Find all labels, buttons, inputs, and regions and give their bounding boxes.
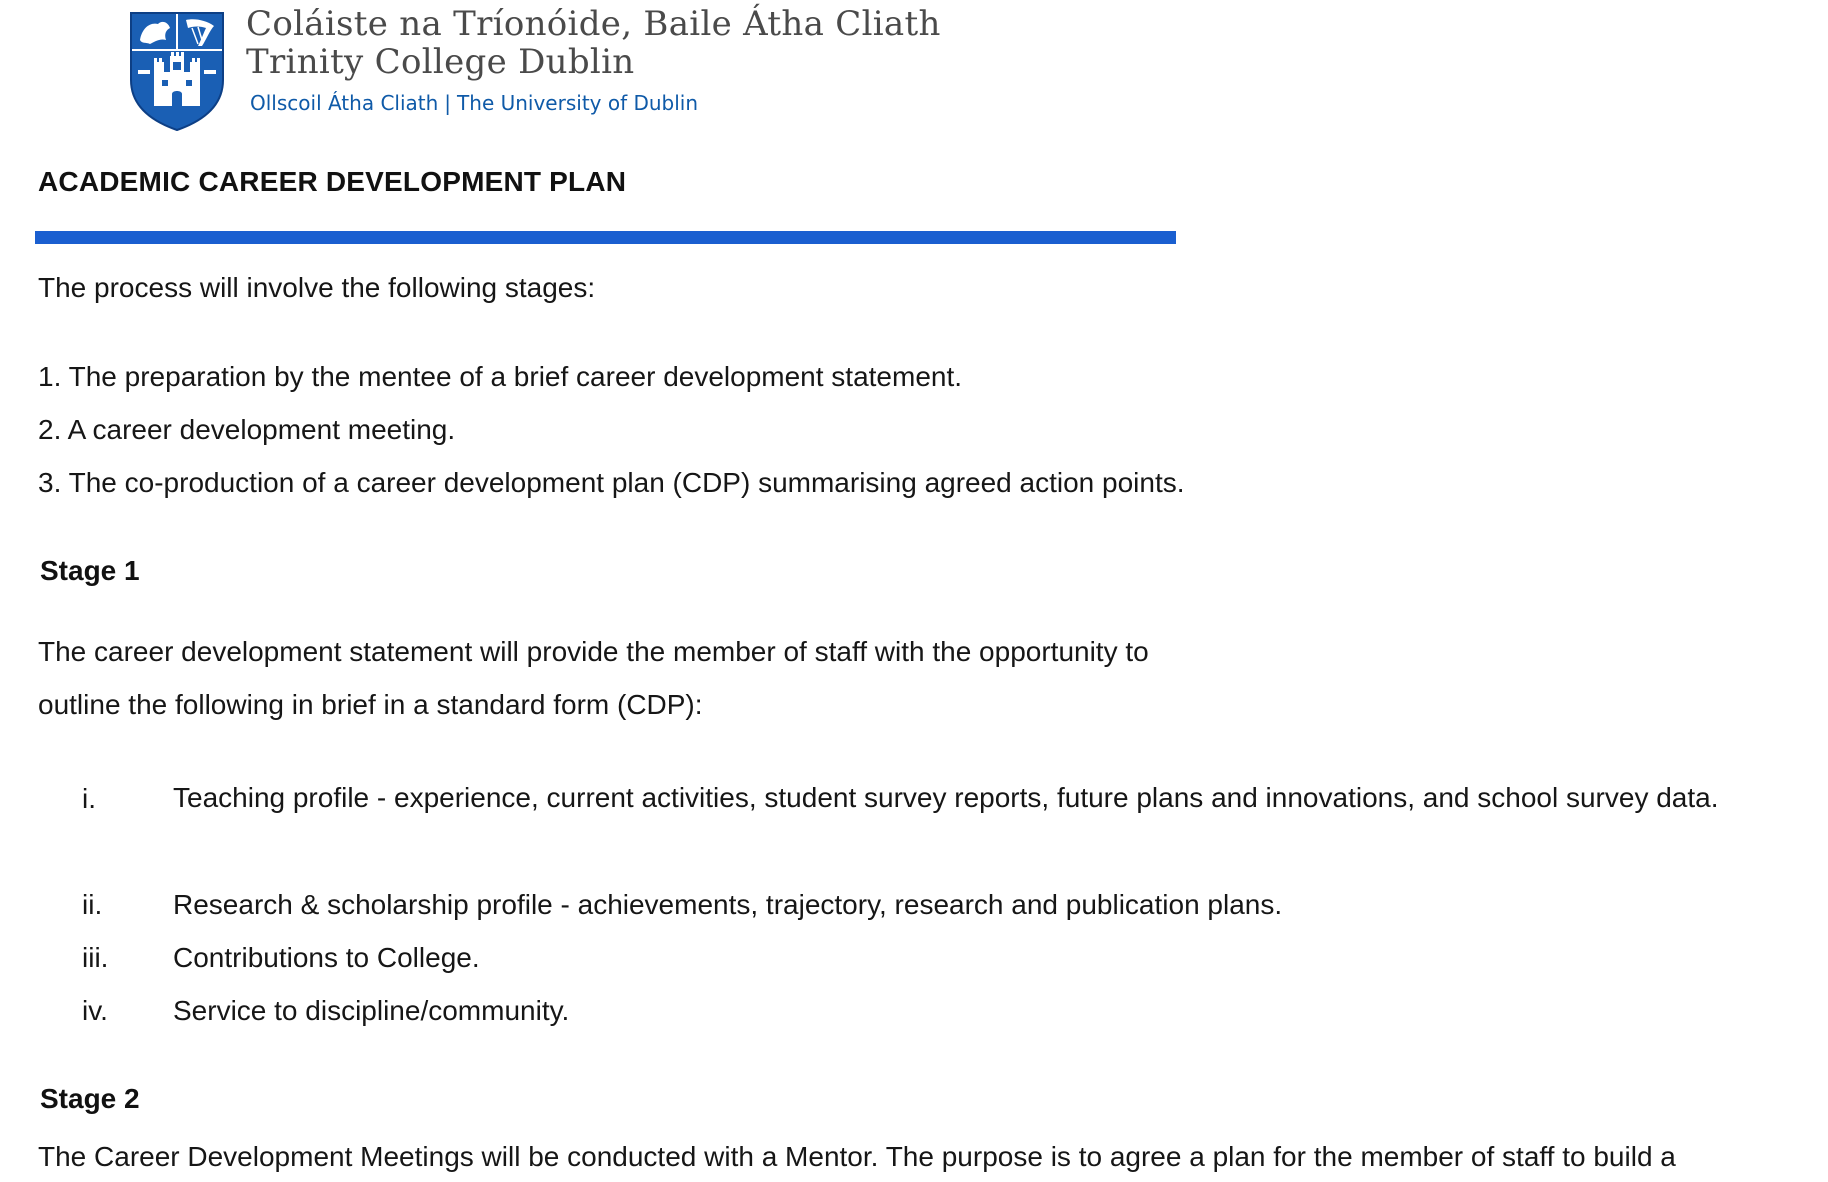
college-name-english: Trinity College Dublin [246, 42, 635, 82]
roman-numeral-iii: iii. [82, 942, 109, 973]
intro-text: The process will involve the following stages: [38, 272, 596, 303]
stage-1-item-service: Service to discipline/community. [173, 995, 570, 1026]
university-name-english: The University of Dublin [457, 91, 699, 115]
title-divider [35, 231, 1176, 244]
university-crest-icon [128, 10, 226, 132]
roman-numeral-ii: ii. [82, 889, 103, 920]
stage-2-heading: Stage 2 [40, 1083, 140, 1114]
university-line [250, 91, 698, 115]
roman-numeral-iv: iv. [82, 995, 108, 1026]
stage-list-item-1: 1. The preparation by the mentee of a brief career development statement. [38, 361, 963, 392]
stage-1-item-teaching-profile: Teaching profile - experience, current activities, student survey reports, future plans and innovations, and school survey data. [173, 782, 1719, 813]
roman-numeral-i: i. [82, 783, 96, 814]
stage-list-item-3: 3. The co-production of a career development plan (CDP) summarising agreed action points. [38, 467, 1185, 498]
stage-1-heading: Stage 1 [40, 555, 140, 586]
document-title: ACADEMIC CAREER DEVELOPMENT PLAN [38, 166, 627, 197]
stage-2-paragraph-line-1: The Career Development Meetings will be conducted with a Mentor. The purpose is to agree a plan for the member of staff to build a [38, 1141, 1676, 1172]
stage-list-item-2: 2. A career development meeting. [38, 414, 456, 445]
stage-1-paragraph-line-2: outline the following in brief in a standard form (CDP): [38, 689, 703, 720]
stage-1-item-contributions: Contributions to College. [173, 942, 480, 973]
stage-1-paragraph-line-1: The career development statement will provide the member of staff with the opportunity to [38, 636, 1149, 667]
university-name-irish: Ollscoil Átha Cliath [250, 91, 439, 115]
stage-1-item-research-profile: Research & scholarship profile - achievements, trajectory, research and publication plans. [173, 889, 1283, 920]
university-separator: | [444, 91, 452, 115]
college-name-irish: Coláiste na Tríonóide, Baile Átha Cliath [246, 4, 941, 44]
